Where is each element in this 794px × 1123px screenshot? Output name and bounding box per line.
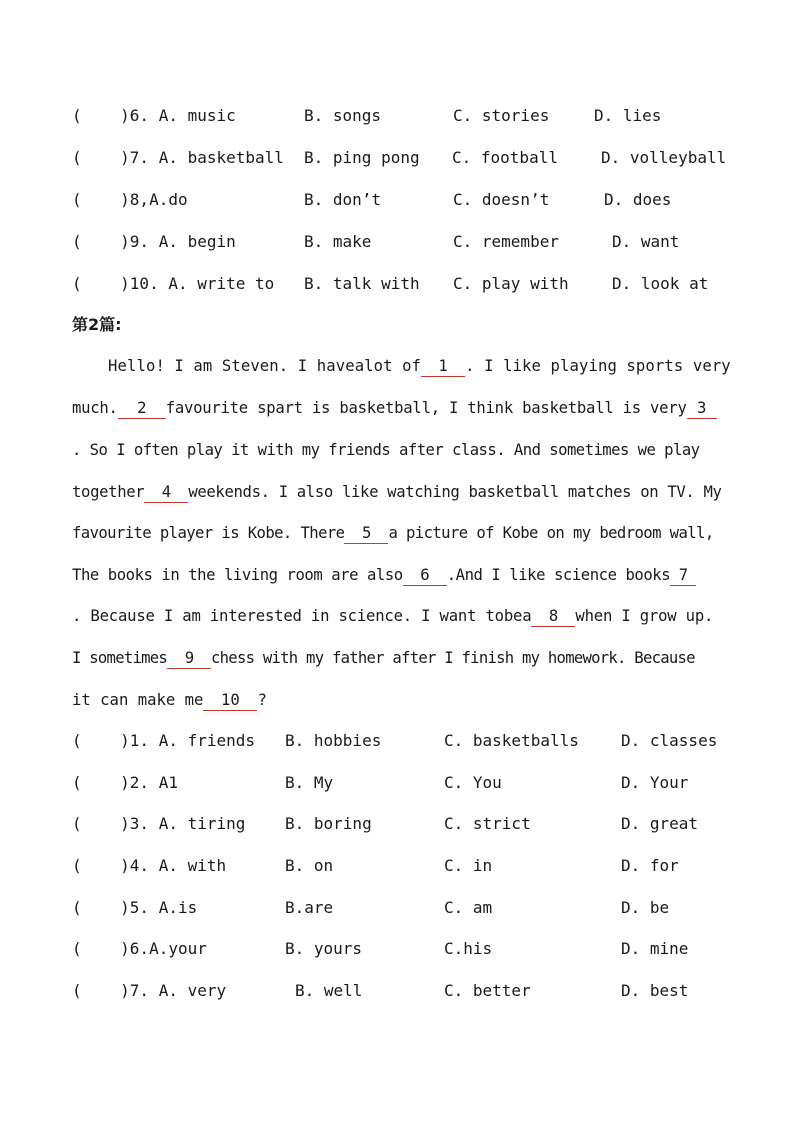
question-row — [0, 896, 794, 920]
passage-text: ? — [257, 691, 267, 709]
question-row — [0, 729, 794, 753]
option-d: D. be — [621, 898, 670, 917]
answer-blank[interactable]: 5 — [344, 523, 388, 544]
option-d: D. lies — [594, 106, 662, 125]
passage-text: chess with my father after I finish my homework. Because — [211, 649, 695, 667]
option-b: B. boring — [285, 814, 372, 833]
option-d: D. does — [604, 190, 672, 209]
question-row — [0, 230, 794, 254]
question-number-option-a: ( )5. A.is — [72, 898, 198, 917]
option-c: C. basketballs — [444, 731, 579, 750]
question-row — [0, 146, 794, 170]
option-c: C. doesn’t — [453, 190, 550, 209]
question-row — [0, 937, 794, 961]
option-c: C.his — [444, 939, 493, 958]
passage-line — [72, 396, 724, 420]
question-number-option-a: ( )9. A. begin — [72, 232, 236, 251]
option-d: D. volleyball — [601, 148, 727, 167]
passage-text: Hello! I am Steven. I havealot of — [108, 357, 422, 375]
answer-blank[interactable]: 10 — [203, 690, 257, 711]
option-b: B. on — [285, 856, 334, 875]
passage-text: much. — [72, 399, 118, 417]
passage-line — [72, 438, 724, 462]
option-b: B. ping pong — [304, 148, 420, 167]
section-heading: 第2篇: — [72, 315, 122, 334]
answer-blank[interactable]: 2 — [118, 398, 166, 419]
option-d: D. want — [612, 232, 680, 251]
option-c: C. play with — [453, 274, 569, 293]
answer-blank[interactable]: 1 — [421, 356, 465, 377]
option-c: C. football — [452, 148, 558, 167]
passage-text: The books in the living room are also — [72, 566, 403, 584]
question-number-option-a: ( )7. A. basketball — [72, 148, 284, 167]
passage-line — [72, 354, 731, 378]
option-d: D. best — [621, 981, 689, 1000]
question-number-option-a: ( )1. A. friends — [72, 731, 256, 750]
question-row — [0, 104, 794, 128]
option-b: B. make — [304, 232, 372, 251]
passage-text: a picture of Kobe on my bedroom wall, — [388, 524, 714, 542]
question-row — [0, 272, 794, 296]
passage-text: it can make me — [72, 691, 204, 709]
question-number-option-a: ( )6.A.your — [72, 939, 207, 958]
question-number-option-a: ( )4. A. with — [72, 856, 227, 875]
passage-line — [72, 521, 724, 545]
question-number-option-a: ( )2. A1 — [72, 773, 178, 792]
question-number-option-a: ( )7. A. very — [72, 981, 227, 1000]
question-number-option-a: ( )6. A. music — [72, 106, 236, 125]
option-b: B. songs — [304, 106, 382, 125]
question-number-option-a: ( )10. A. write to — [72, 274, 275, 293]
answer-blank[interactable]: 3 — [687, 398, 717, 419]
passage-line — [72, 480, 724, 504]
passage-line — [72, 563, 724, 587]
option-c: C. strict — [444, 814, 531, 833]
option-d: D. classes — [621, 731, 718, 750]
passage-text: when I grow up. — [575, 607, 714, 625]
passage-text: I sometimes — [72, 649, 168, 667]
answer-blank[interactable]: 7 — [670, 565, 696, 586]
passage-text: . So I often play it with my friends after class. And sometimes we play — [72, 441, 700, 459]
option-b: B.are — [285, 898, 334, 917]
question-row — [0, 188, 794, 212]
answer-blank[interactable]: 4 — [144, 482, 188, 503]
question-row — [0, 771, 794, 795]
question-row — [0, 979, 794, 1003]
passage-text: together — [72, 483, 145, 501]
option-b: B. yours — [285, 939, 363, 958]
passage-line — [72, 646, 724, 670]
option-d: D. mine — [621, 939, 689, 958]
passage-text: . I like playing sports very — [465, 357, 731, 375]
question-row — [0, 812, 794, 836]
option-d: D. great — [621, 814, 699, 833]
option-c: C. in — [444, 856, 493, 875]
option-c: C. am — [444, 898, 493, 917]
question-row — [0, 854, 794, 878]
option-d: D. for — [621, 856, 679, 875]
answer-blank[interactable]: 9 — [167, 648, 211, 669]
answer-blank[interactable]: 8 — [531, 606, 575, 627]
option-c: C. You — [444, 773, 502, 792]
passage-text: .And I like science books — [446, 566, 671, 584]
option-b: B. well — [295, 981, 363, 1000]
answer-blank[interactable]: 6 — [403, 565, 447, 586]
passage-text: weekends. I also like watching basketball matches on TV. My — [188, 483, 722, 501]
option-b: B. My — [285, 773, 334, 792]
option-b: B. talk with — [304, 274, 420, 293]
question-number-option-a: ( )8,A.do — [72, 190, 188, 209]
passage-text: . Because I am interested in science. I want tobea — [72, 607, 532, 625]
passage-text: favourite player is Kobe. There — [72, 524, 345, 542]
passage-text: favourite spart is basketball, I think basketball is very — [165, 399, 687, 417]
option-c: C. remember — [453, 232, 559, 251]
option-b: B. hobbies — [285, 731, 382, 750]
question-number-option-a: ( )3. A. tiring — [72, 814, 246, 833]
option-d: D. look at — [612, 274, 709, 293]
passage-line — [72, 688, 724, 712]
option-b: B. don’t — [304, 190, 382, 209]
option-d: D. Your — [621, 773, 689, 792]
passage-line — [72, 604, 724, 628]
option-c: C. better — [444, 981, 531, 1000]
option-c: C. stories — [453, 106, 550, 125]
